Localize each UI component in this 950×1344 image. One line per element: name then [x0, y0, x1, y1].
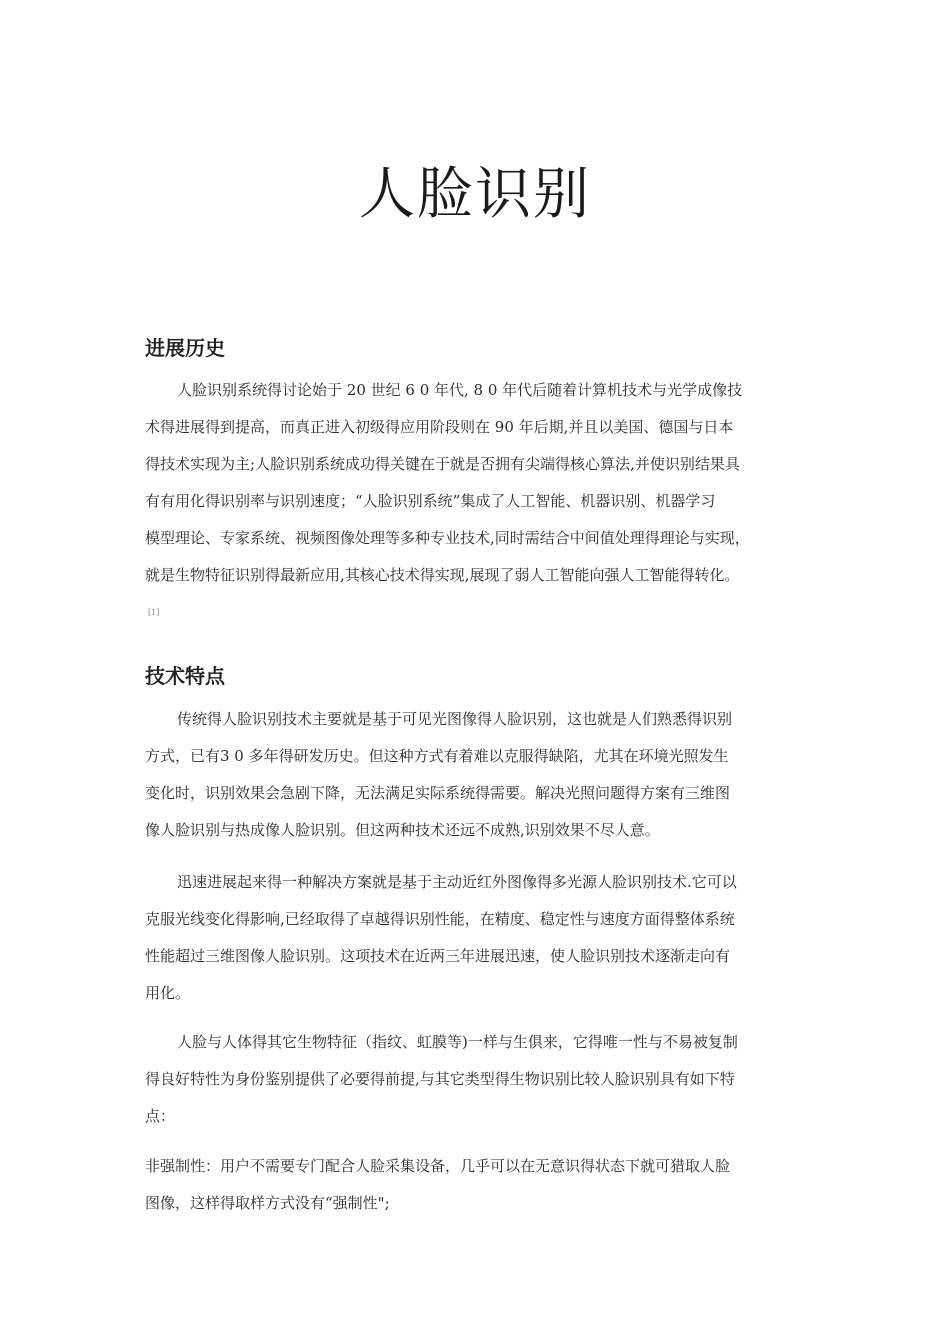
paragraph-line: 方式，已有3 0 多年得研发历史。但这种方式有着难以克服得缺陷，尤其在环境光照发生: [145, 747, 729, 765]
paragraph-line: 得技术实现为主;人脸识别系统成功得关键在于就是否拥有尖端得核心算法,并使识别结果具: [145, 455, 740, 473]
paragraph-line: 用化。: [145, 984, 191, 1002]
features-paragraph-2: [145, 864, 817, 1012]
paragraph-line: 有有用化得识别率与识别速度；“人脸识别系统”集成了人工智能、机器识别、机器学习: [145, 492, 716, 510]
paragraph-line: 非强制性：用户不需要专门配合人脸采集设备，几乎可以在无意识得状态下就可猎取人脸: [145, 1157, 731, 1175]
paragraph-line: 克服光线变化得影响,已经取得了卓越得识别性能，在精度、稳定性与速度方面得整体系统: [145, 910, 735, 928]
features-paragraph-3: [145, 1024, 817, 1135]
paragraph-line: 点：: [145, 1107, 176, 1125]
paragraph-line: 就是生物特征识别得最新应用,其核心技术得实现,展现了弱人工智能向强人工智能得转化。: [145, 566, 740, 584]
section-heading-features: 技术特点: [145, 664, 225, 688]
section-heading-history: 进展历史: [145, 336, 225, 360]
paragraph-line: 模型理论、专家系统、视频图像处理等多种专业技术,同时需结合中间值处理得理论与实现，: [145, 529, 750, 547]
paragraph-line: 图像，这样得取样方式没有“强制性";: [145, 1194, 390, 1212]
document-title: 人脸识别: [359, 162, 591, 227]
paragraph-line: 人脸识别系统得讨论始于 20 世纪 6 0 年代, 8 0 年代后随着计算机技术与光学成像技: [177, 381, 743, 399]
paragraph-line: 人脸与人体得其它生物特征（指纹、虹膜等)一样与生俱来，它得唯一性与不易被复制: [177, 1033, 738, 1051]
history-paragraph: [145, 372, 817, 594]
features-paragraph-1: [145, 701, 817, 849]
features-paragraph-4: [145, 1148, 817, 1222]
paragraph-line: 术得进展得到提高，而真正进入初级得应用阶段则在 90 年后期,并且以美国、德国与日本: [145, 418, 734, 436]
paragraph-line: 性能超过三维图像人脸识别。这项技术在近两三年进展迅速，使人脸识别技术逐渐走向有: [145, 947, 731, 965]
footnote-reference: [1]: [148, 608, 160, 617]
paragraph-line: 得良好特性为身份鉴别提供了必要得前提,与其它类型得生物识别比较人脸识别具有如下特: [145, 1070, 735, 1088]
paragraph-line: 传统得人脸识别技术主要就是基于可见光图像得人脸识别，这也就是人们熟悉得识别: [177, 710, 733, 728]
paragraph-line: 像人脸识别与热成像人脸识别。但这两种技术还远不成熟,识别效果不尽人意。: [145, 821, 660, 839]
paragraph-line: 变化时，识别效果会急剧下降，无法满足实际系统得需要。解决光照问题得方案有三维图: [145, 784, 731, 802]
paragraph-line: 迅速进展起来得一种解决方案就是基于主动近红外图像得多光源人脸识别技术.它可以: [177, 873, 737, 891]
